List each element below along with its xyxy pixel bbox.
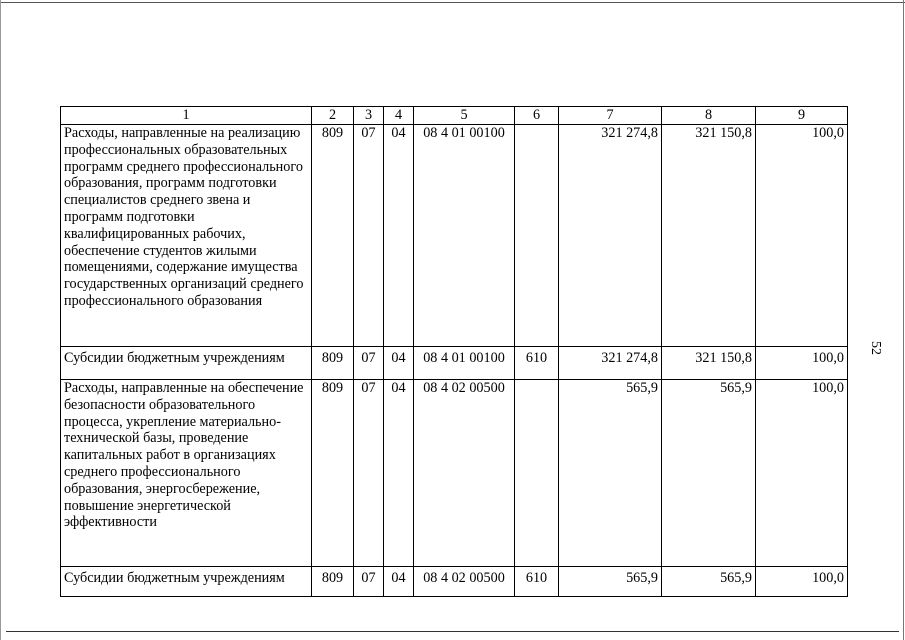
- row-value-8: 565,9: [662, 380, 756, 567]
- row-code-6: [515, 125, 559, 347]
- row-value-9: 100,0: [756, 567, 848, 597]
- page-number: 52: [868, 341, 883, 355]
- row-name: Расходы, направленные на обеспечение безопасности образовательного процесса, укрепление материально-технической базы, проведение капитальных работ в организациях среднего профессионального образования, энергосбережение, повышение энергетической эффективности: [61, 380, 312, 567]
- row-value-7: 321 274,8: [559, 347, 662, 380]
- table-row: [61, 567, 848, 597]
- header-cell-1: 1: [61, 107, 312, 125]
- row-name: Субсидии бюджетным учреждениям: [61, 347, 312, 380]
- row-name: Расходы, направленные на реализацию профессиональных образовательных программ среднего профессионального образования, программ подготовки специалистов среднего звена и программ подготовки квалифицированных рабочих, обеспечение студентов жилыми помещениями, содержание имущества государственных организаций среднего профессионального образования: [61, 125, 312, 347]
- header-cell-9: 9: [756, 107, 848, 125]
- row-code-4: 04: [384, 567, 414, 597]
- row-code-5: 08 4 01 00100: [414, 347, 515, 380]
- table-row: [61, 380, 848, 567]
- row-value-9: 100,0: [756, 347, 848, 380]
- row-code-4: 04: [384, 380, 414, 567]
- row-value-9: 100,0: [756, 380, 848, 567]
- header-cell-3: 3: [354, 107, 384, 125]
- row-code-6: [515, 380, 559, 567]
- header-cell-5: 5: [414, 107, 515, 125]
- row-code-2: 809: [312, 380, 354, 567]
- header-cell-2: 2: [312, 107, 354, 125]
- row-value-7: 565,9: [559, 567, 662, 597]
- row-code-6: 610: [515, 347, 559, 380]
- row-value-7: 321 274,8: [559, 125, 662, 347]
- row-code-3: 07: [354, 380, 384, 567]
- row-code-6: 610: [515, 567, 559, 597]
- page-bottom-edge: [6, 631, 899, 632]
- row-code-5: 08 4 01 00100: [414, 125, 515, 347]
- row-value-8: 321 150,8: [662, 125, 756, 347]
- row-code-4: 04: [384, 347, 414, 380]
- row-name: Субсидии бюджетным учреждениям: [61, 567, 312, 597]
- table-row: [61, 347, 848, 380]
- page-right-edge: [903, 0, 904, 640]
- row-code-3: 07: [354, 347, 384, 380]
- row-code-4: 04: [384, 125, 414, 347]
- row-value-9: 100,0: [756, 125, 848, 347]
- row-code-5: 08 4 02 00500: [414, 380, 515, 567]
- table-row: [61, 125, 848, 347]
- row-code-2: 809: [312, 125, 354, 347]
- row-value-8: 565,9: [662, 567, 756, 597]
- header-cell-8: 8: [662, 107, 756, 125]
- budget-table: [60, 106, 848, 597]
- row-code-2: 809: [312, 567, 354, 597]
- header-cell-6: 6: [515, 107, 559, 125]
- row-value-7: 565,9: [559, 380, 662, 567]
- row-value-8: 321 150,8: [662, 347, 756, 380]
- row-code-2: 809: [312, 347, 354, 380]
- row-code-5: 08 4 02 00500: [414, 567, 515, 597]
- header-cell-7: 7: [559, 107, 662, 125]
- row-code-3: 07: [354, 567, 384, 597]
- header-cell-4: 4: [384, 107, 414, 125]
- row-code-3: 07: [354, 125, 384, 347]
- page-top-edge: [0, 2, 905, 3]
- table-header-row: [61, 107, 848, 125]
- page-left-edge: [0, 0, 1, 640]
